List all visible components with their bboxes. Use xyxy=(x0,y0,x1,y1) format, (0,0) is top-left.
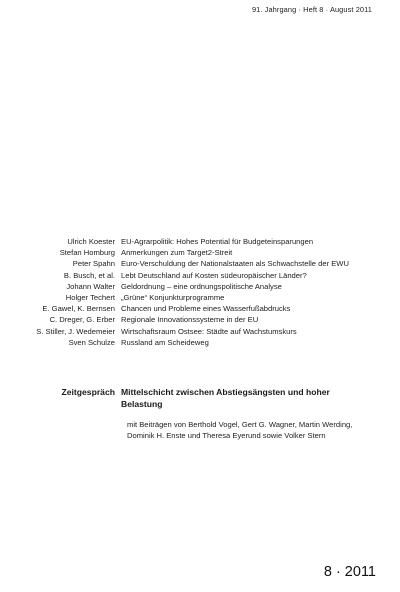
toc-entry xyxy=(0,281,400,292)
zeitgespraech-section xyxy=(0,386,400,441)
section-title: Mittelschicht zwischen Abstiegsängsten und hoher Belastung xyxy=(121,387,330,409)
toc-author: Sven Schulze xyxy=(68,337,115,347)
toc-entry xyxy=(0,270,400,281)
section-label: Zeitgespräch xyxy=(61,387,115,397)
toc-author: B. Busch, et al. xyxy=(63,270,115,280)
toc-title: Regionale Innovationssysteme in der EU xyxy=(121,315,259,325)
toc-entry xyxy=(0,236,400,247)
toc-author: E. Gawel, K. Bernsen xyxy=(42,304,115,314)
toc-author: Peter Spahn xyxy=(72,259,115,269)
toc-author: Johann Walter xyxy=(66,281,115,291)
toc-title: Russland am Scheideweg xyxy=(121,337,209,347)
toc-title: Wirtschaftsraum Ostsee: Städte auf Wachstumskurs xyxy=(121,326,297,336)
issue-line: 91. Jahrgang · Heft 8 · August 2011 xyxy=(251,5,372,14)
toc-title: Chancen und Probleme eines Wasserfußabdrucks xyxy=(121,304,291,314)
toc-entry xyxy=(0,326,400,337)
issue-number: 8 · 2011 xyxy=(323,564,376,580)
toc-entry xyxy=(0,292,400,303)
toc-author: S. Stiller, J. Wedemeier xyxy=(36,326,115,336)
table-of-contents xyxy=(0,236,400,348)
toc-entry xyxy=(0,303,400,314)
toc-title: Lebt Deutschland auf Kosten südeuropäischer Länder? xyxy=(121,270,307,280)
toc-entry xyxy=(0,247,400,258)
toc-title: Euro-Verschuldung der Nationalstaaten als Schwachstelle der EWU xyxy=(121,259,349,269)
toc-title: EU-Agrarpolitik: Hohes Potential für Budgeteinsparungen xyxy=(121,237,314,246)
toc-author: Ulrich Koester xyxy=(67,237,115,246)
toc-author: C. Dreger, G. Erber xyxy=(49,315,115,325)
toc-author: Stefan Homburg xyxy=(59,248,115,258)
toc-title: Geldordnung – eine ordnungspolitische Analyse xyxy=(121,281,282,291)
contributors-text: mit Beiträgen von Berthold Vogel, Gert G. Wagner, Martin Werding, Dominik H. Enste und Theresa Eyerund sowie Volker Stern xyxy=(127,420,353,441)
toc-author: Holger Techert xyxy=(65,293,115,303)
toc-entry xyxy=(0,258,400,269)
toc-entry xyxy=(0,314,400,325)
toc-entry xyxy=(0,337,400,348)
toc-title: „Grüne“ Konjunkturprogramme xyxy=(121,293,225,303)
toc-title: Anmerkungen zum Target2-Streit xyxy=(121,248,233,258)
